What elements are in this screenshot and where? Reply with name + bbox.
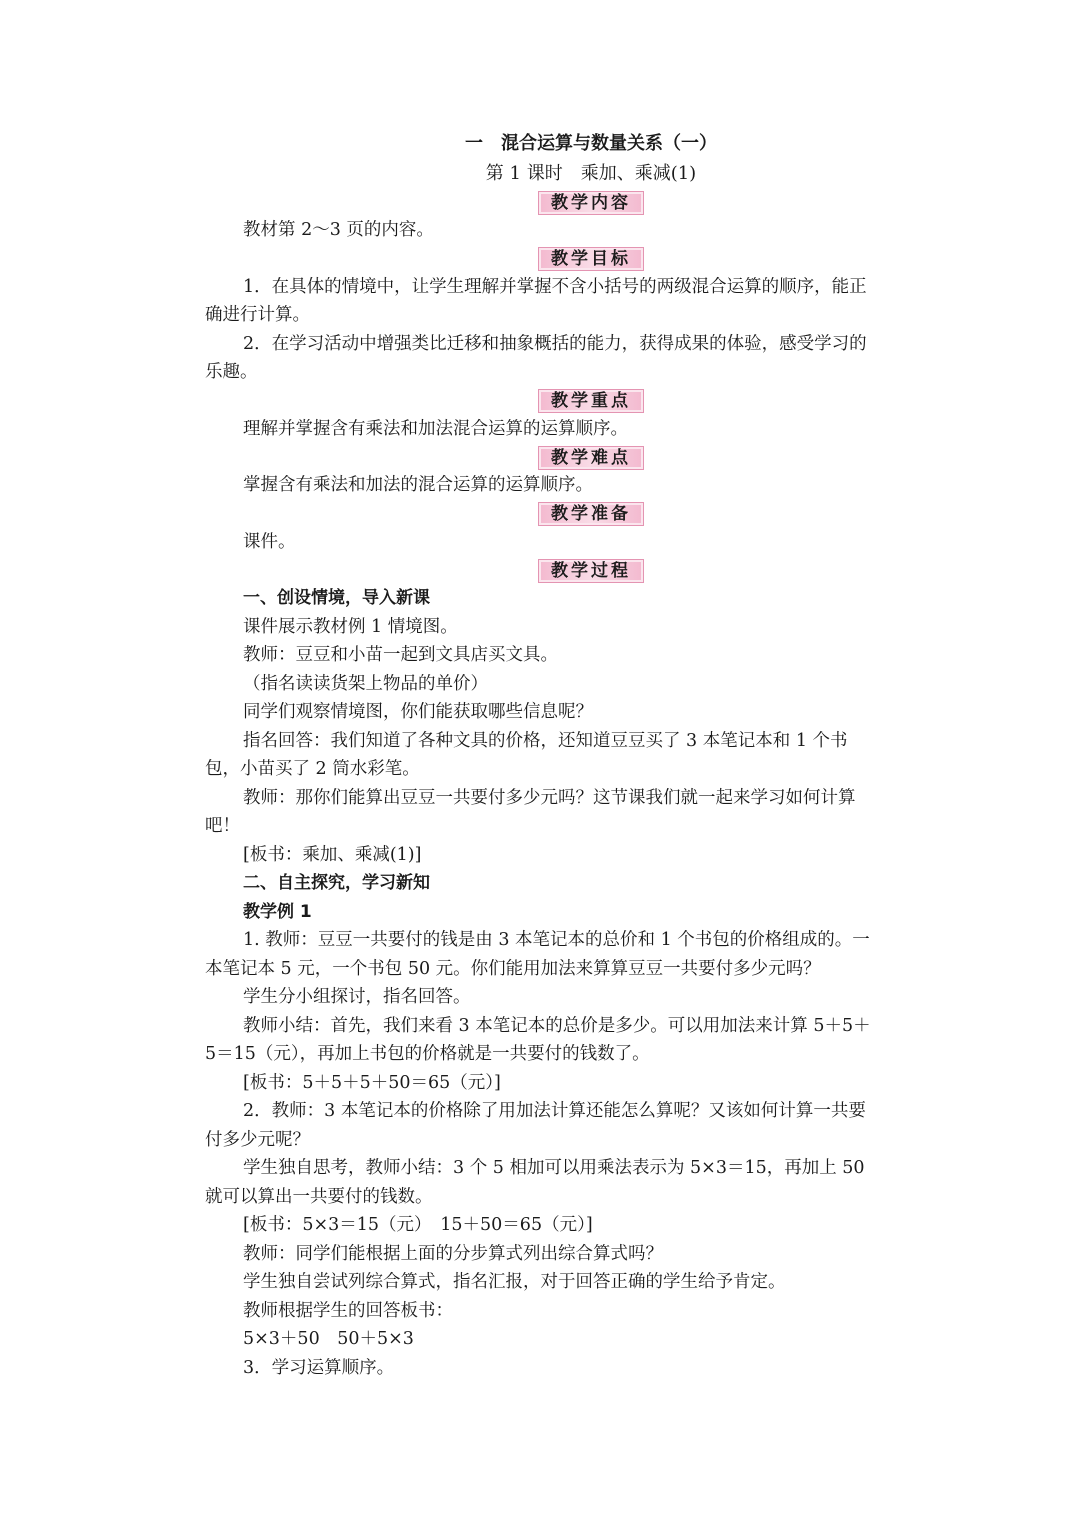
part2-line: 3．学习运算顺序。 [243, 1357, 395, 1378]
section-badge-difficulty: 教学难点 [538, 446, 644, 470]
part1-line: [板书：乘加、乘减(1)] [243, 844, 422, 865]
part2-line: 教师：同学们能根据上面的分步算式列出综合算式吗？ [243, 1243, 663, 1264]
part1-line: 教师：豆豆和小苗一起到文具店买文具。 [243, 645, 558, 665]
lesson-subtitle: 第 1 课时 乘加、乘减(1) [485, 163, 697, 184]
difficulty-text: 掌握含有乘法和加法的混合运算的运算顺序。 [243, 475, 593, 495]
part1-line: 同学们观察情境图，你们能获取哪些信息呢？ [243, 702, 593, 722]
prep-text: 课件。 [243, 531, 296, 552]
part1-line: （指名读读货架上物品的单价） [243, 673, 488, 694]
part2-line: 学生独自尝试列综合算式，指名汇报，对于回答正确的学生给予肯定。 [243, 1272, 786, 1292]
part1-heading: 一、创设情境，导入新课 [243, 588, 430, 608]
section-badge-process: 教学过程 [538, 559, 644, 583]
part2-heading: 二、自主探究，学习新知 [243, 873, 430, 893]
section-badge-key: 教学重点 [538, 389, 644, 413]
example-heading: 教学例 1 [243, 901, 312, 922]
part2-line: 5×3＋50 50＋5×3 [243, 1329, 414, 1349]
section-badge-prep: 教学准备 [538, 502, 644, 526]
content-text: 教材第 2～3 页的内容。 [243, 220, 434, 240]
goal-item: 1．在具体的情境中，让学生理解并掌握不含小括号的两级混合运算的顺序，能正确进行计算。 [205, 276, 867, 325]
part1-line: 指名回答：我们知道了各种文具的价格，还知道豆豆买了 3 本笔记本和 1 个书包，小苗买了 2 筒水彩笔。 [205, 730, 848, 779]
part2-line: 学生独自思考，教师小结：3 个 5 相加可以用乘法表示为 5×3＝15，再加上 50 就可以算出一共要付的钱数。 [205, 1158, 865, 1207]
key-text: 理解并掌握含有乘法和加法混合运算的运算顺序。 [243, 418, 628, 439]
goal-item: 2．在学习活动中增强类比迁移和抽象概括的能力，获得成果的体验，感受学习的乐趣。 [205, 333, 867, 382]
section-badge-content: 教学内容 [538, 191, 644, 215]
document-body [205, 128, 877, 1382]
part2-line: 教师根据学生的回答板书： [243, 1300, 453, 1321]
section-badge-goals: 教学目标 [538, 247, 644, 271]
unit-title: 一 混合运算与数量关系（一） [465, 133, 717, 154]
part2-line: 学生分小组探讨，指名回答。 [243, 987, 471, 1007]
part1-line: 教师：那你们能算出豆豆一共要付多少元吗？这节课我们就一起来学习如何计算吧！ [205, 787, 856, 836]
part2-line: [板书：5＋5＋5＋50＝65（元）] [243, 1072, 501, 1093]
part2-line: 教师小结：首先，我们来看 3 本笔记本的总价是多少。可以用加法来计算 5＋5＋5＝15（元），再加上书包的价格就是一共要付的钱数了。 [205, 1015, 871, 1064]
part2-line: 1. 教师：豆豆一共要付的钱是由 3 本笔记本的总价和 1 个书包的价格组成的。一本笔记本 5 元，一个书包 50 元。你们能用加法来算算豆豆一共要付多少元吗？ [205, 930, 870, 979]
part1-line: 课件展示教材例 1 情境图。 [243, 616, 458, 637]
part2-line: [板书：5×3＝15（元） 15＋50＝65（元）] [243, 1215, 593, 1235]
part2-line: 2．教师：3 本笔记本的价格除了用加法计算还能怎么算呢？又该如何计算一共要付多少元呢？ [205, 1101, 866, 1150]
